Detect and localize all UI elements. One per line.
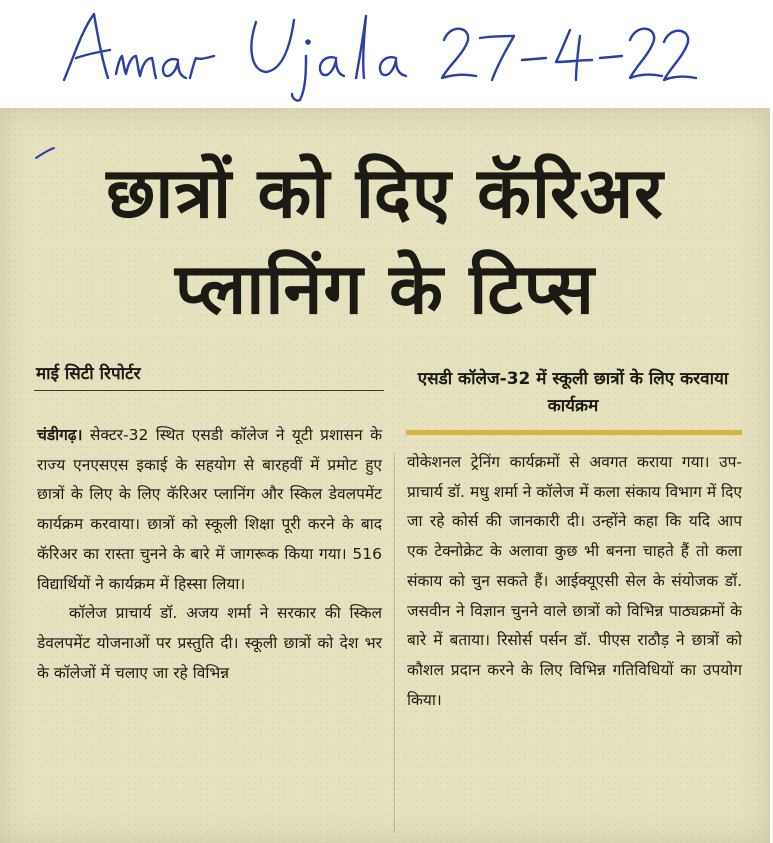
article-column-left — [37, 421, 382, 688]
paragraph-text: सेक्टर-32 स्थित एसडी कॉलेज ने यूटी प्रशासन के राज्य एनएसएस इकाई के सहयोग से बारहवीं में प्रमोट हुए छात्रों के लिए के लिए कॅरिअर प्लानिंग और स्किल डेवलपमेंट कार्यक्रम करवाया। छात्रों को स्कूली शिक्षा पूरी करने के बाद कॅरिअर का रास्ता चुनने के बारे में जागरूक किया गया। 516 विद्यार्थियों ने कार्यक्रम में हिस्सा लिया। — [37, 426, 382, 593]
subhead-accent-rule — [406, 430, 742, 435]
article-paragraph — [37, 421, 382, 599]
headline-line-2: प्लानिंग के टिप्स — [174, 248, 595, 330]
column-gutter — [394, 453, 395, 833]
article-column-right — [407, 448, 742, 715]
headline-line-1: छात्रों को दिए कॅरिअर — [106, 152, 664, 234]
byline-divider — [34, 390, 384, 391]
handwritten-annotation — [60, 8, 700, 103]
subheadline: एसडी कॉलेज-32 में स्कूली छात्रों के लिए करवाया कार्यक्रम — [417, 369, 729, 416]
article-paragraph: कॉलेज प्राचार्य डॉ. अजय शर्मा ने सरकार की स्किल डेवलपमेंट योजनाओं पर प्रस्तुति दी। स्कूली छात्रों को देश भर के कॉलेजों में चलाए जा रहे विभिन्न — [37, 604, 382, 682]
article-paragraph: वोकेशनल ट्रेनिंग कार्यक्रमों से अवगत कराया गया। उप-प्राचार्य डॉ. मधु शर्मा ने कॉलेज में कला संकाय विभाग में दिए जा रहे कोर्स की जानकारी दी। उन्होंने कहा कि यदि आप एक टेक्नोक्रेट के अलावा कुछ भी बनना चाहते हैं तो कला संकाय को चुन सकते हैं। आईक्यूएसी सेल के संयोजक डॉ. जसवीन ने विज्ञान चुनने वाले छात्रों को विभिन्न पाठ्यक्रमों के बारे में बताया। रिसोर्स पर्सन डॉ. पीएस राठौड़ ने छात्रों को कौशल प्रदान करने के लिए विभिन्न गतिविधियों का उपयोग किया। — [407, 453, 742, 709]
byline: माई सिटी रिपोर्टर — [36, 364, 141, 384]
newspaper-clipping — [0, 108, 770, 843]
dateline: चंडीगढ़। — [37, 426, 83, 444]
